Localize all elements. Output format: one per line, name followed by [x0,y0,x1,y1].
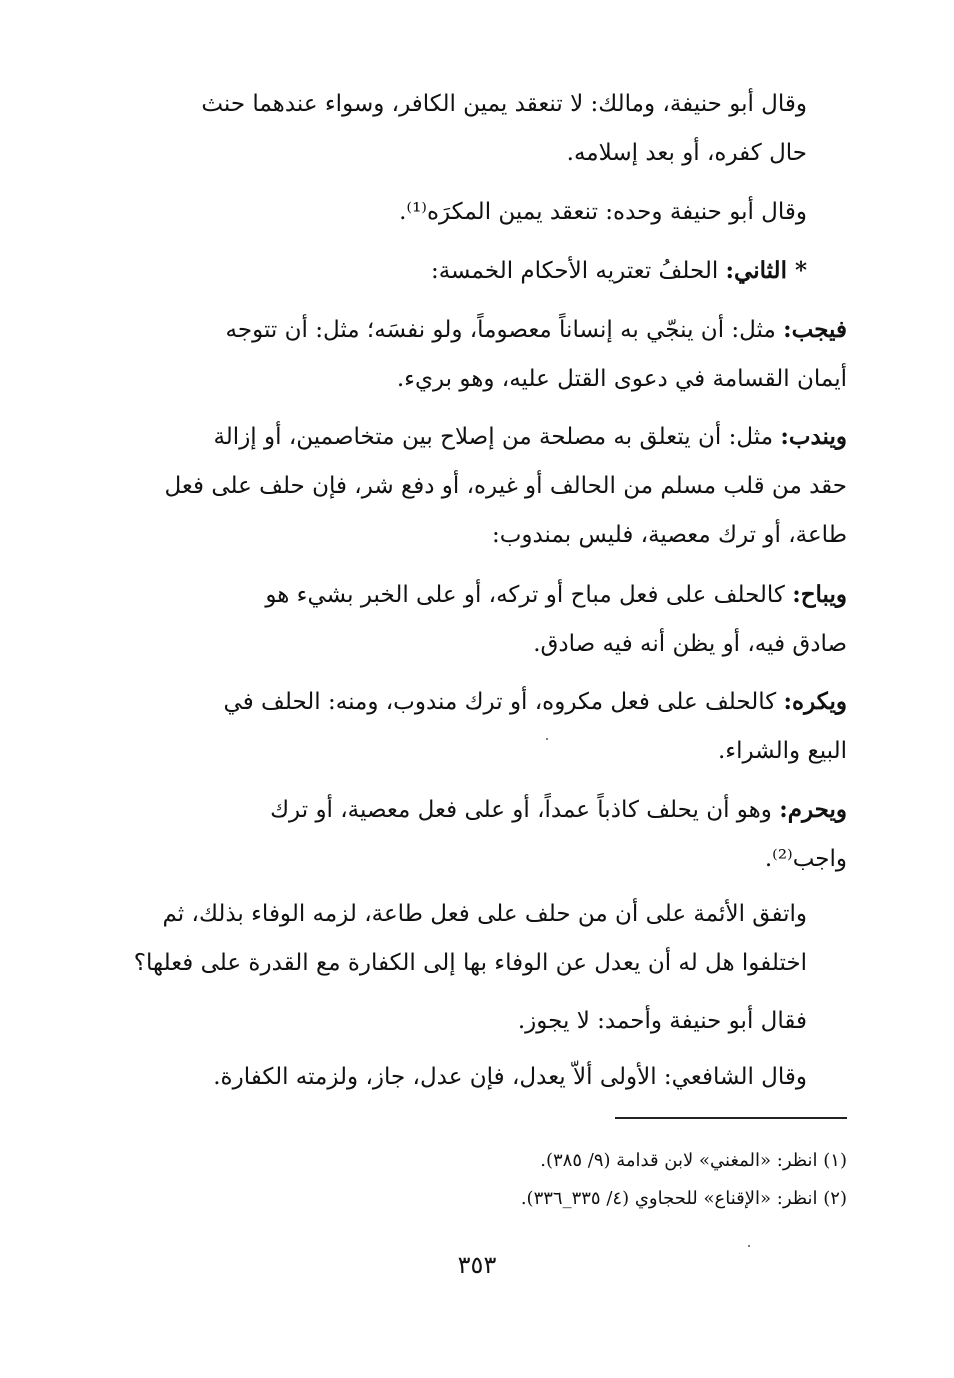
paragraph-11-line-1: وقال الشافعي: الأولى ألاّ يعدل، فإن عدل، جاز، ولزمته الكفارة. [213,1064,807,1090]
term-forbidden: ويحرم: [779,796,847,823]
paragraph-5-line-1 [132,412,847,462]
paragraph-8 [132,785,847,883]
paragraph-2 [132,188,847,237]
paragraph-10 [132,997,847,1046]
term-permissible: ويباح: [792,581,847,608]
term-obligatory: فيجب: [783,316,847,343]
term-recommended: ويندب: [780,423,847,450]
paragraph-7-text: كالحلف على فعل مكروه، أو ترك مندوب، ومنه: الحلف في [223,689,784,715]
paragraph-8-line-2: واجب⁽²⁾. [764,846,847,872]
paragraph-3-text: الحلفُ تعتريه الأحكام الخمسة: [430,258,726,284]
paragraph-5-line-2: حقد من قلب مسلم من الحالف أو غيره، أو دفع شر، فإن حلف على فعل [164,473,847,499]
paragraph-4-text: مثل: أن ينجّي به إنساناً معصوماً، ولو نفسَه؛ مثل: أن تتوجه [225,317,784,343]
footnote-1: (١) انظر: «المغني» لابن قدامة (٩/ ٣٨٥). [540,1150,847,1171]
paragraph-6-line-1 [132,570,847,620]
paragraph-9-line-1: واتفق الأئمة على أن من حلف على فعل طاعة، لزمه الوفاء بذلك، ثم [162,901,807,927]
paragraph-9 [132,890,847,988]
paragraph-8-text: وهو أن يحلف كاذباً عمداً، أو على فعل معصية، أو ترك [270,797,780,823]
scan-speck [748,1245,750,1247]
paragraph-11 [132,1053,847,1102]
paragraph-5-line-3: طاعة، أو ترك معصية، فليس بمندوب: [491,522,847,548]
paragraph-5 [132,412,847,559]
paragraph-7 [132,677,847,775]
paragraph-4 [132,305,847,403]
paragraph-4-line-2: أيمان القسامة في دعوى القتل عليه، وهو بريء. [396,366,847,392]
paragraph-6-line-2: صادق فيه، أو يظن أنه فيه صادق. [533,631,847,657]
section-heading-second: * الثاني: [725,257,807,284]
paragraph-7-line-1 [132,677,847,727]
page-number: ٣٥٣ [457,1251,497,1279]
footnote-2: (٢) انظر: «الإقناع» للحجاوي (٤/ ٣٣٥_٣٣٦). [520,1188,847,1209]
paragraph-8-line-1 [132,785,847,835]
paragraph-5-text: مثل: أن يتعلق به مصلحة من إصلاح بين متخاصمين، أو إزالة [213,424,781,450]
paragraph-2-line-1: وقال أبو حنيفة وحده: تنعقد يمين المكرَه⁽¹⁾. [399,199,807,225]
paragraph-1-line-2: حال كفره، أو بعد إسلامه. [566,140,807,166]
paragraph-9-line-2: اختلفوا هل له أن يعدل عن الوفاء بها إلى الكفارة مع القدرة على فعلها؟ [133,950,807,976]
paragraph-1-line-1: وقال أبو حنيفة، ومالك: لا تنعقد يمين الكافر، وسواء عندهما حنث [201,91,807,117]
paragraph-10-line-1: فقال أبو حنيفة وأحمد: لا يجوز. [517,1008,807,1034]
paragraph-1 [132,80,847,178]
paragraph-3-line-1 [132,246,847,296]
paragraph-4-line-1 [132,305,847,355]
paragraph-7-line-2: البيع والشراء. [717,738,847,764]
footnote-separator [615,1117,847,1119]
paragraph-3 [132,246,847,295]
scan-speck [546,738,548,740]
term-disliked: ويكره: [783,688,847,715]
paragraph-6 [132,570,847,668]
paragraph-6-text: كالحلف على فعل مباح أو تركه، أو على الخبر بشيء هو [265,582,793,608]
